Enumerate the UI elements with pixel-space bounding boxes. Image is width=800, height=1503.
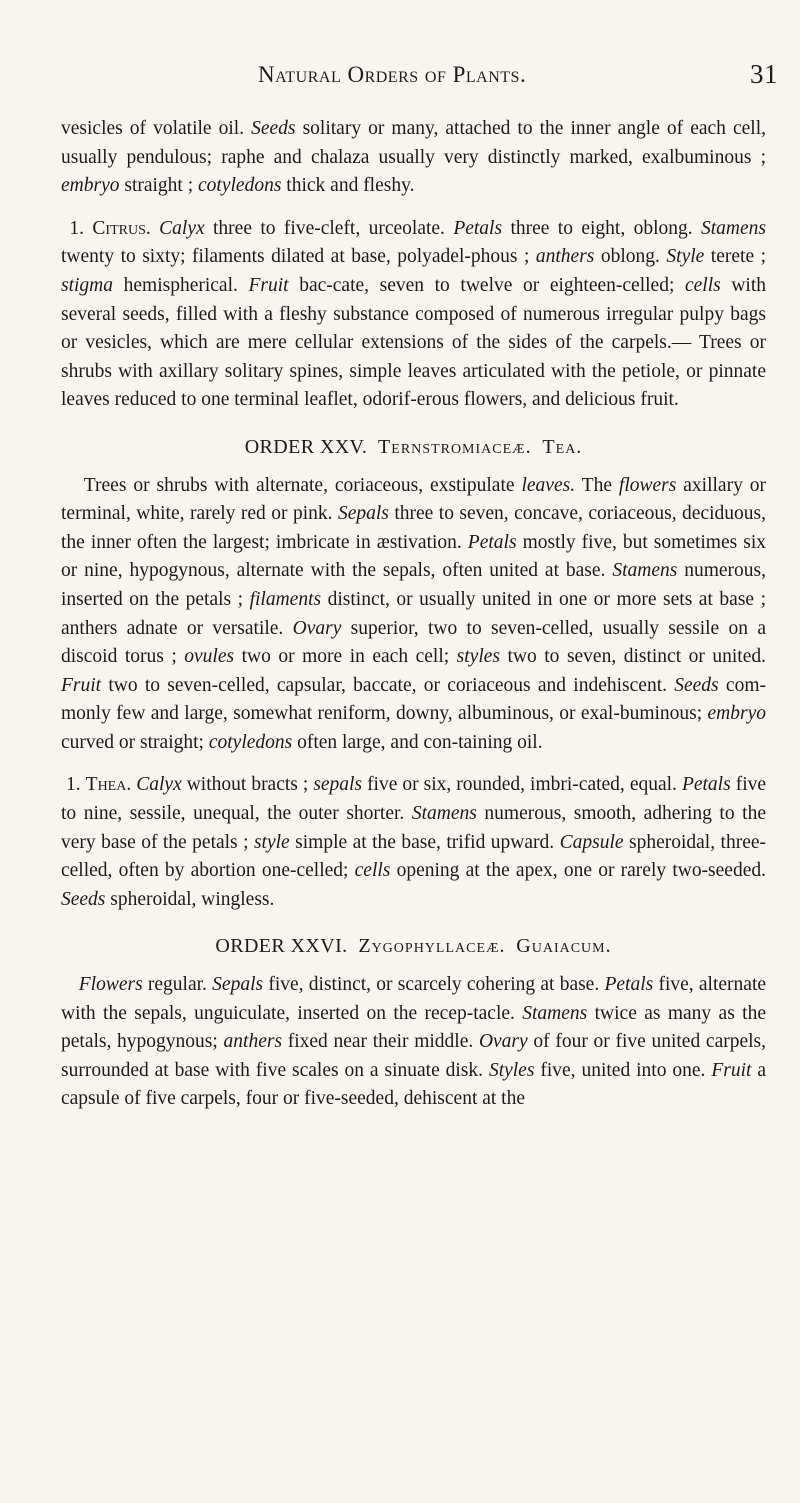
order-heading-xxvi: ORDER XXVI. Zygophyllaceæ. Guaiacum. [215,935,612,958]
page-body [61,115,766,1114]
running-head [258,59,778,89]
order-heading-xxv: ORDER XXV. Ternstromiaceæ. Tea. [244,435,583,458]
running-title: Natural Orders of Plants. [258,62,527,87]
paragraph-zygophyllaceae: Flowers regular. Sepals five, distinct, or scarcely cohering at base. Petals five, alternate with the sepals, unguiculate, inserted on the recep-tacle. Stamens twice as many as the petals, hypogynous; anthers fixed near their middle. Ovary of four or five united carpels, surrounded at base with five scales on a sinuate disk. Styles five, united into one. Fruit a capsule of five carpels, four or five-seeded, dehiscent at the [61,974,767,1110]
paragraph-citrus: 1. Citrus. Calyx three to five-cleft, urceolate. Petals three to eight, oblong. Stamens twenty to sixty; filaments dilated at base, polyadel-phous ; anthers oblong. Style terete ; stigma hemispherical. Fruit bac-cate, seven to twelve or eighteen-celled; cells with several seeds, filled with a fleshy substance composed of numerous irregular pulpy bags or vesicles, which are mere cellular extensions of the sides of the carpels.— Trees or shrubs with axillary solitary spines, simple leaves articulated with the petiole, or pinnate leaves reduced to one terminal leaflet, odorif-erous flowers, and delicious fruit. [61,217,767,411]
genus-name: Citrus. [92,217,151,239]
paragraph-thea: 1. Thea. Calyx without bracts ; sepals five or six, rounded, imbri-cated, equal. Petals five to nine, sessile, unequal, the outer shorter. Stamens numerous, smooth, adhering to the very base of the petals ; style simple at the base, trifid upward. Capsule spheroidal, three-celled, often by abortion one-celled; cells opening at the apex, one or rarely two-seeded. Seeds spheroidal, wingless. [61,774,767,910]
paragraph-continuation: vesicles of volatile oil. Seeds solitary or many, attached to the inner angle of each cell, usually pendulous; raphe and chalaza usually very distinctly marked, exalbuminous ; embryo straight ; cotyledons thick and fleshy. [61,118,766,197]
paragraph-ternstromiaceae: Trees or shrubs with alternate, coriaceous, exstipulate leaves. The flowers axillary or terminal, white, rarely red or pink. Sepals three to seven, concave, coriaceous, deciduous, the inner often the largest; imbricate in æstivation. Petals mostly five, but sometimes six or nine, hypogynous, alternate with the sepals, often united at base. Stamens numerous, inserted on the petals ; filaments distinct, or usually united in one or more sets at base ; anthers adnate or versatile. Ovary superior, two to seven-celled, usually sessile on a discoid torus ; ovules two or more in each cell; styles two to seven, distinct or united. Fruit two to seven-celled, capsular, baccate, or coriaceous and indehiscent. Seeds com-monly few and large, somewhat reniform, downy, albuminous, or exal-buminous; embryo curved or straight; cotyledons often large, and con-taining oil. [61,474,767,753]
genus-name: Thea. [85,774,132,796]
page-number: 31 [750,59,778,89]
